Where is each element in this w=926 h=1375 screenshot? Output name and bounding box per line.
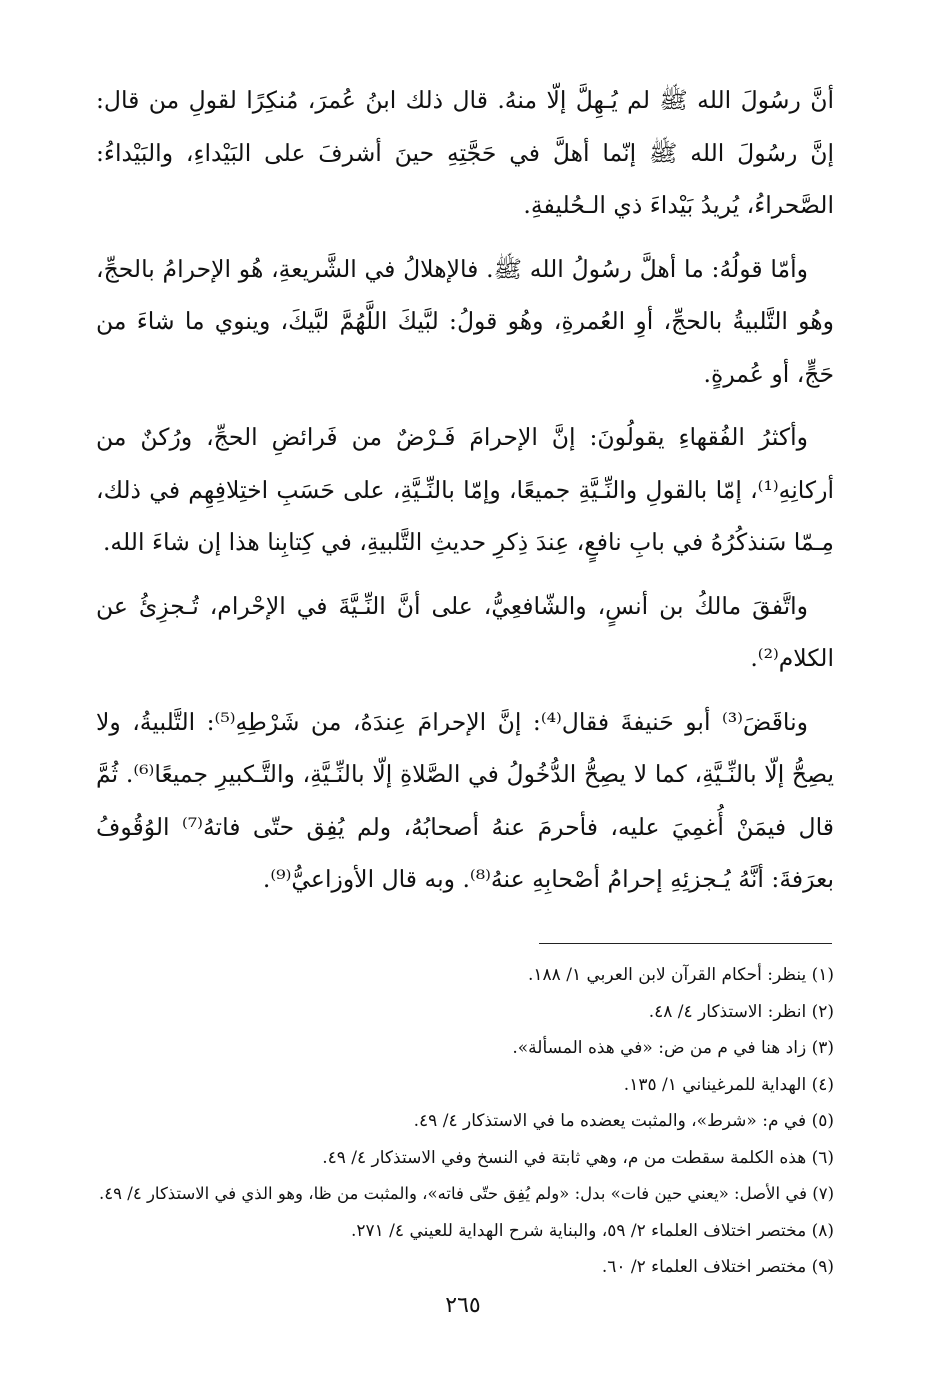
footnote-7: (٧) في الأصل: «يعني حين فات» بدل: «ولم يُفِق حتّى فاته»، والمثبت من ظا، وهو الذي في الاستذكار ٤/ ٤٩. [99,1184,834,1203]
footnotes-list [96,957,834,1286]
paragraph-2: وأمّا قولُهُ: ما أهلَّ رسُولُ الله ﷺ. فالإهلالُ في الشَّريعةِ، هُو الإحرامُ بالحجِّ، وهُو التَّلبيةُ بالحجِّ، أوِ العُمرةِ، وهُو قولُ: لبَّيكَ اللَّهُمَّ لبَّيكَ، وينوي ما شاءَ من حَجٍّ، أو عُمرةٍ. [96,254,834,388]
footnote-1: (١) ينظر: أحكام القرآن لابن العربي ١/ ١٨٨. [527,965,834,985]
paragraph-3: وأكثرُ الفُقهاءِ يقولُونَ: إنَّ الإحرامَ فَـرْضٌ من فَرائضِ الحجِّ، ورُكنٌ من أركانِهِ⁽¹⁾، إمّا بالقولِ والنِّـيَّةِ جميعًا، وإمّا بالنِّـيَّةِ، على حَسَبِ اختِلافِهِم في ذلك، مِـمّا سَنذكُرُهُ في بابِ نافعٍ، عِندَ ذِكرِ حديثِ التَّلبيةِ، في كِتابِنا هذا إن شاءَ الله. [96,423,834,556]
footnote-2: (٢) انظر: الاستذكار ٤/ ٤٨. [648,1001,834,1022]
footnote-5: (٥) في م: «شرط»، والمثبت يعضده ما في الاستذكار ٤/ ٤٩. [413,1111,834,1131]
footnote-separator [539,943,832,944]
footnote-9: (٩) مختصر اختلاف العلماء ٢/ ٦٠. [601,1257,834,1277]
page-number: ٢٦٥ [445,1293,481,1318]
footnote-3: (٣) زاد هنا في م من ض: «في هذه المسألة». [512,1038,834,1058]
main-text [96,74,834,917]
paragraph-5: وناقَضَ⁽³⁾ أبو حَنيفةَ فقال⁽⁴⁾: إنَّ الإحرامَ عِندَهُ، من شَرْطِهِ⁽⁵⁾: التَّلبيةُ، ولا يصِحُّ إلّا بالنِّـيَّةِ، كما لا يصِحُّ الدُّخُولُ في الصَّلاةِ إلّا بالنِّـيَّةِ، والتَّـكبيرِ جميعًا⁽⁶⁾. ثُمَّ قال فيمَنْ أُغمِيَ عليه، فأحرمَ عنهُ أصحابُهُ، ولم يُفِق حتّى فاتهُ⁽⁷⁾ الوُقُوفُ بعرَفةَ: أنَّهُ يُـجزئِهِ إحرامُ أصْحابِهِ عنهُ⁽⁸⁾. وبه قال الأوزاعيُّ⁽⁹⁾. [96,707,834,893]
paragraph-1: أنَّ رسُولَ الله ﷺ لم يُـهِلَّ إلّا منهُ. قال ذلك ابنُ عُمرَ، مُنكِرًا لقولِ من قال: إنَّ رسُولَ الله ﷺ إنّما أهلَّ في حَجَّتِهِ حينَ أشرفَ على البَيْداءِ، والبَيْداءُ: الصَّحراءُ، يُريدُ بَيْداءَ ذي الـحُليفةِ. [96,86,834,219]
footnote-4: (٤) الهداية للمرغيناني ١/ ١٣٥. [623,1074,834,1095]
paragraph-4: واتَّفقَ مالكُ بن أنسٍ، والشّافعِيُّ، على أنَّ النِّـيَّةَ في الإحْرام، تُـجزِئُ عن الكلام⁽²⁾. [96,591,834,672]
footnote-6: (٦) هذه الكلمة سقطت من م، وهي ثابتة في النسخ وفي الاستذكار ٤/ ٤٩. [322,1147,834,1168]
footnote-8: (٨) مختصر اختلاف العلماء ٢/ ٥٩، والبناية شرح الهداية للعيني ٤/ ٢٧١. [350,1220,834,1241]
